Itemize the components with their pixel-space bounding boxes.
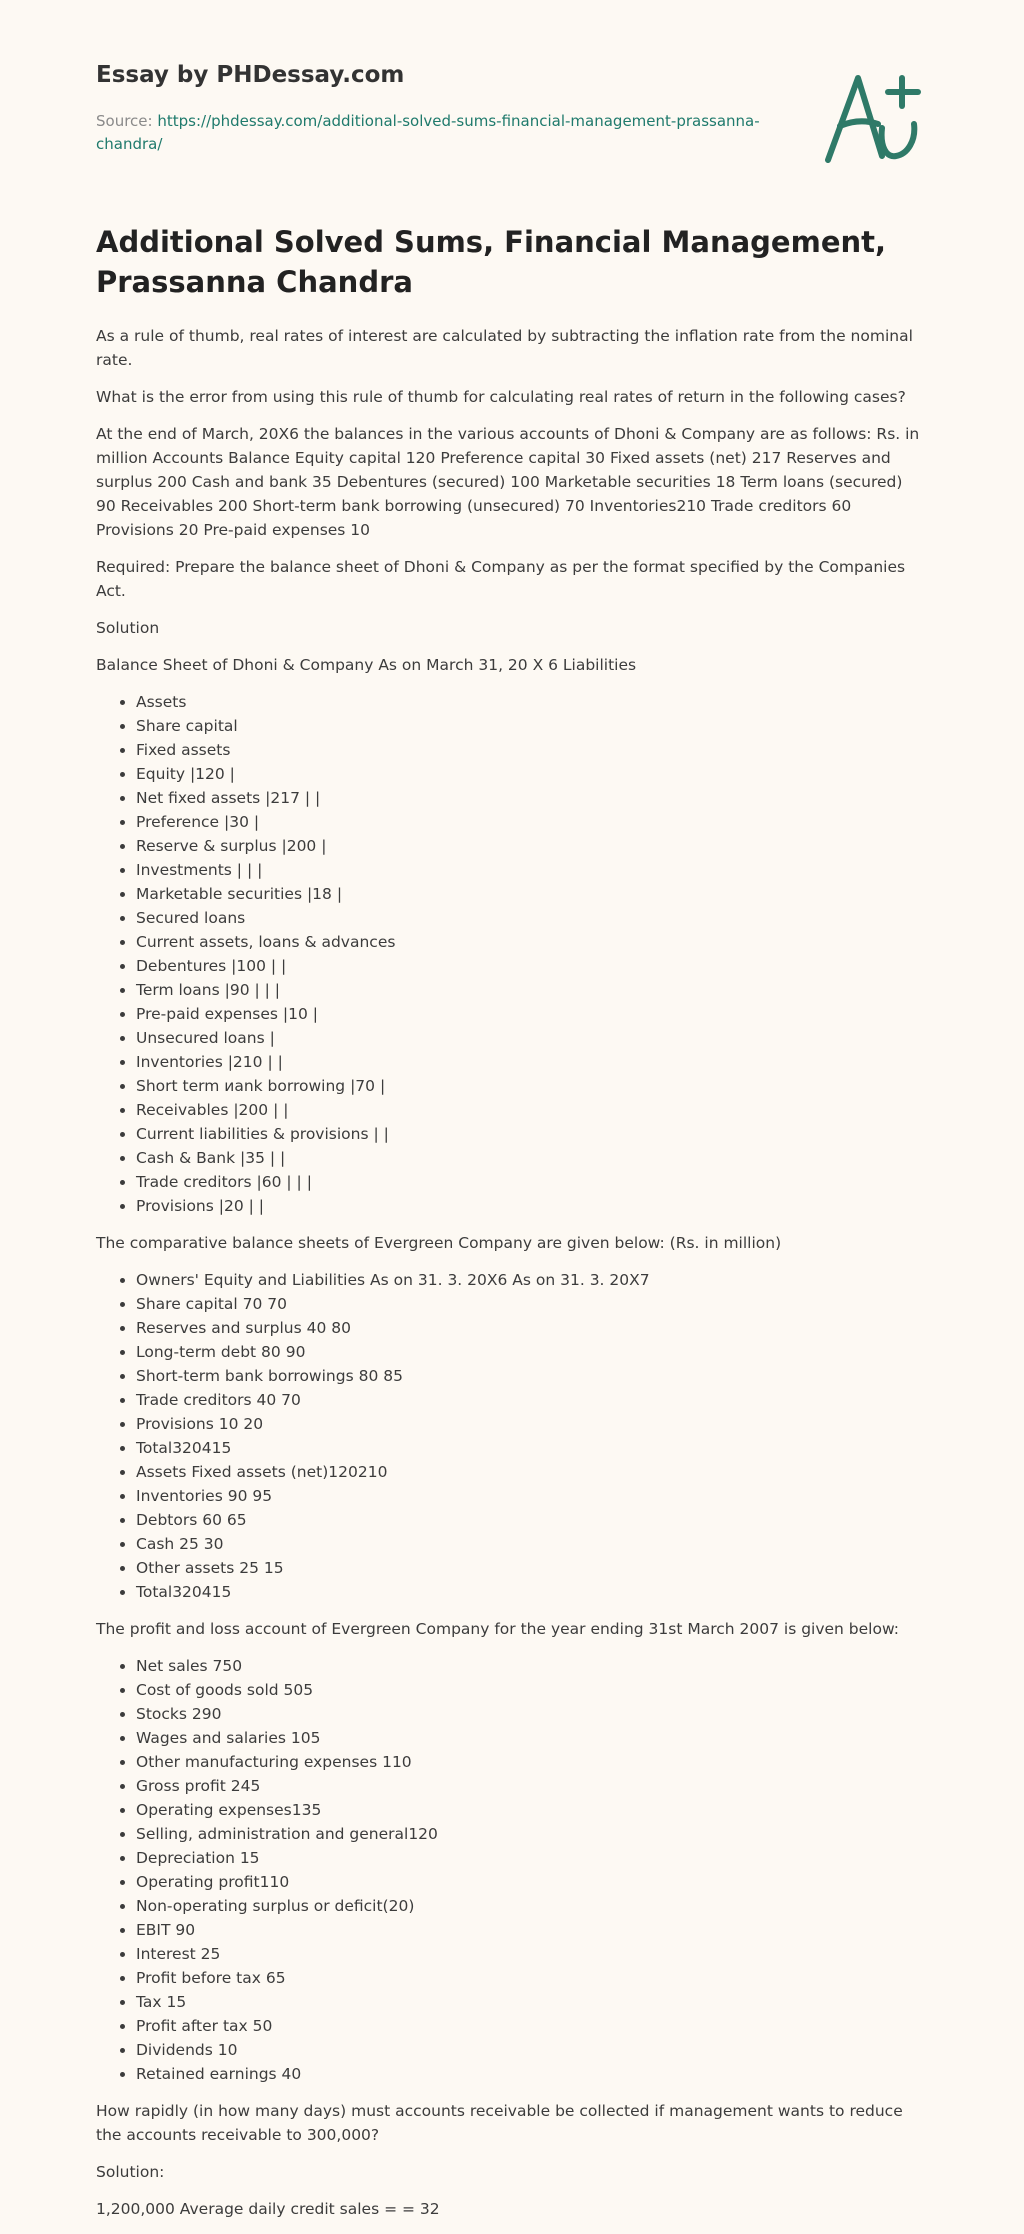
list-item: • Trade creditors 40 70 (136, 1388, 926, 1412)
list-item: • Receivables |200 | | (136, 1098, 926, 1122)
paragraph: 1,200,000 Average daily credit sales = = 32 (96, 2200, 440, 2218)
paragraph: Solution (96, 619, 160, 637)
list-item: • Long-term debt 80 90 (136, 1340, 926, 1364)
list-item: • Debtors 60 65 (136, 1508, 926, 1532)
list-item: • Preference |30 | (136, 810, 926, 834)
list-item: • Stocks 290 (136, 1702, 926, 1726)
paragraph: Required: Prepare the balance sheet of Dhoni & Company as per the format specified by the Companies Act. (96, 558, 906, 600)
list-item: • Provisions 10 20 (136, 1412, 926, 1436)
list-item: • Depreciation 15 (136, 1846, 926, 1870)
article-title: Additional Solved Sums, Financial Management, Prassanna Chandra (96, 225, 887, 299)
list-item: • Cash & Bank |35 | | (136, 1146, 926, 1170)
list-item: • Short term иank borrowing |70 | (136, 1074, 926, 1098)
comparative-balance-list (96, 1268, 926, 1604)
list-item: • EBIT 90 (136, 1918, 926, 1942)
list-item: • Provisions |20 | | (136, 1194, 926, 1218)
list-item: • Current liabilities & provisions | | (136, 1122, 926, 1146)
a-plus-logo-icon (820, 68, 930, 168)
list-item: • Gross profit 245 (136, 1774, 926, 1798)
paragraph: How rapidly (in how many days) must accounts receivable be collected if management wants to reduce the accounts receivable to 300,000? (96, 2102, 903, 2144)
source-label: Source: (96, 112, 153, 130)
list-item: • Total320415 (136, 1436, 926, 1460)
list-item: • Wages and salaries 105 (136, 1726, 926, 1750)
paragraph: Balance Sheet of Dhoni & Company As on March 31, 20 X 6 Liabilities (96, 656, 637, 674)
list-item: • Profit before tax 65 (136, 1966, 926, 1990)
source-line (96, 110, 776, 156)
list-item: • Profit after tax 50 (136, 2014, 926, 2038)
list-item: • Equity |120 | (136, 762, 926, 786)
list-item: • Fixed assets (136, 738, 926, 762)
list-item: • Other assets 25 15 (136, 1556, 926, 1580)
list-item: • Non-operating surplus or deficit(20) (136, 1894, 926, 1918)
list-item: • Dividends 10 (136, 2038, 926, 2062)
list-item: • Secured loans (136, 906, 926, 930)
paragraph: The profit and loss account of Evergreen Company for the year ending 31st March 2007 is given below: (96, 1620, 900, 1638)
list-item: • Interest 25 (136, 1942, 926, 1966)
paragraph: The comparative balance sheets of Evergreen Company are given below: (Rs. in million) (96, 1234, 782, 1252)
list-item: • Owners' Equity and Liabilities As on 31. 3. 20X6 As on 31. 3. 20X7 (136, 1268, 926, 1292)
article-body (96, 324, 926, 2234)
list-item: • Operating profit110 (136, 1870, 926, 1894)
list-item: • Assets Fixed assets (net)120210 (136, 1460, 926, 1484)
source-link[interactable]: https://phdessay.com/additional-solved-sums-financial-management-prassanna-chandra/ (96, 112, 760, 153)
list-item: • Net sales 750 (136, 1654, 926, 1678)
list-item: • Retained earnings 40 (136, 2062, 926, 2086)
paragraph: What is the error from using this rule of thumb for calculating real rates of return in the following cases? (96, 388, 906, 406)
list-item: • Debentures |100 | | (136, 954, 926, 978)
list-item: • Short-term bank borrowings 80 85 (136, 1364, 926, 1388)
list-item: • Other manufacturing expenses 110 (136, 1750, 926, 1774)
list-item: • Cost of goods sold 505 (136, 1678, 926, 1702)
site-title: Essay by PHDessay.com (96, 62, 405, 88)
list-item: • Share capital (136, 714, 926, 738)
list-item: • Unsecured loans | (136, 1026, 926, 1050)
list-item: • Operating expenses135 (136, 1798, 926, 1822)
list-item: • Total320415 (136, 1580, 926, 1604)
list-item: • Inventories 90 95 (136, 1484, 926, 1508)
list-item: • Net fixed assets |217 | | (136, 786, 926, 810)
list-item: • Assets (136, 690, 926, 714)
list-item: • Trade creditors |60 | | | (136, 1170, 926, 1194)
profit-loss-list (96, 1654, 926, 2086)
list-item: • Inventories |210 | | (136, 1050, 926, 1074)
list-item: • Share capital 70 70 (136, 1292, 926, 1316)
paragraph: At the end of March, 20X6 the balances in the various accounts of Dhoni & Company are as follows: Rs. in million Accounts Balance Equity capital 120 Preference capital 30 Fixed assets (net) 217 Reserves and surplus 200 Cash and bank 35 Debentures (secured) 100 Marketable securities 18 Term loans (secured) 90 Receivables 200 Short-term bank borrowing (unsecured) 70 Inventories210 Trade creditors 60 Provisions 20 Pre-paid expenses 10 (96, 425, 920, 539)
list-item: • Selling, administration and general120 (136, 1822, 926, 1846)
balance-sheet-list (96, 690, 926, 1218)
list-item: • Investments | | | (136, 858, 926, 882)
paragraph: As a rule of thumb, real rates of interest are calculated by subtracting the inflation rate from the nominal rate. (96, 327, 913, 369)
paragraph: Solution: (96, 2163, 165, 2181)
list-item: • Term loans |90 | | | (136, 978, 926, 1002)
list-item: • Marketable securities |18 | (136, 882, 926, 906)
list-item: • Current assets, loans & advances (136, 930, 926, 954)
list-item: • Pre-paid expenses |10 | (136, 1002, 926, 1026)
list-item: • Tax 15 (136, 1990, 926, 2014)
list-item: • Reserves and surplus 40 80 (136, 1316, 926, 1340)
list-item: • Cash 25 30 (136, 1532, 926, 1556)
list-item: • Reserve & surplus |200 | (136, 834, 926, 858)
